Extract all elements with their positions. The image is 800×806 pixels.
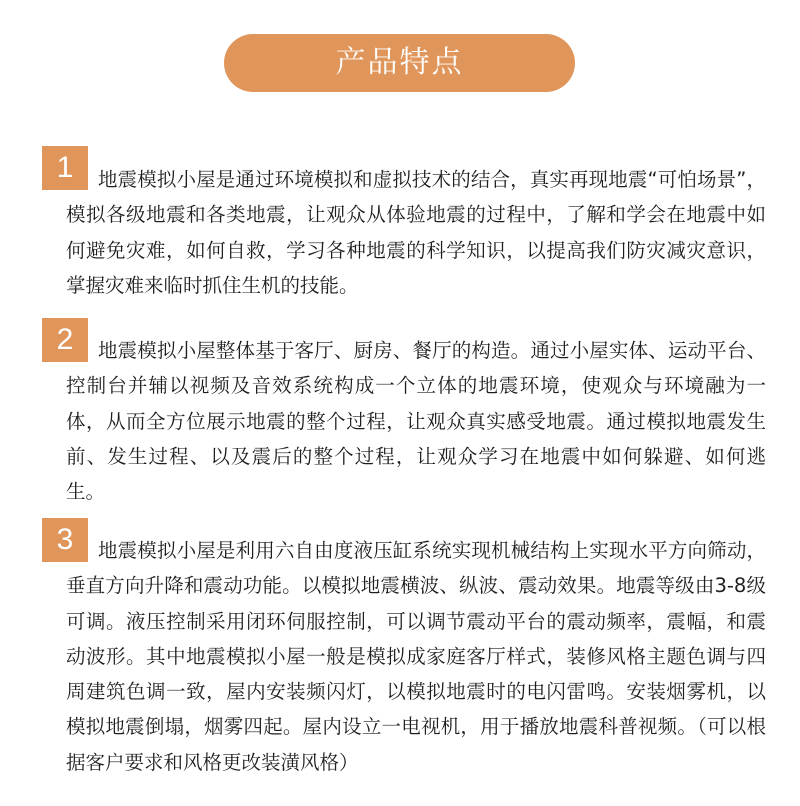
section-number-badge: 3 — [42, 518, 88, 562]
page-title: 产品特点 — [224, 34, 575, 92]
section-number-badge: 2 — [42, 318, 88, 362]
section-paragraph: 地震模拟小屋是利用六自由度液压缸系统实现机械结构上实现水平方向筛动，垂直方向升降和震动功能。以模拟地震横波、纵波、震动效果。地震等级由3-8级可调。液压控制采用闭环伺服控制，可以调节震动平台的震动频率，震幅，和震动波形。其中地震模拟小屋一般是模拟成家庭客厅样式，装修风格主题色调与四周建筑色调一致，屋内安装频闪灯，以模拟地震时的电闪雷鸣。安装烟雾机，以模拟地震倒塌，烟雾四起。屋内设立一电视机，用于播放地震科普视频。（可以根据客户要求和风格更改装潢风格） — [66, 539, 766, 774]
section-number-badge: 1 — [42, 146, 88, 190]
section-paragraph: 地震模拟小屋是通过环境模拟和虚拟技术的结合，真实再现地震“可怕场景”，模拟各级地震和各类地震，让观众从体验地震的过程中，了解和学会在地震中如何避免灾难，如何自救，学习各种地震的科学知识，以提高我们防灾减灾意识，掌握灾难来临时抓住生机的技能。 — [66, 168, 766, 297]
section-paragraph: 地震模拟小屋整体基于客厅、厨房、餐厅的构造。通过小屋实体、运动平台、控制台并辅以视频及音效系统构成一个立体的地震环境，使观众与环境融为一体，从而全方位展示地震的整个过程，让观众真实感受地震。通过模拟地震发生前、发生过程、以及震后的整个过程，让观众学习在地震中如何躲避、如何逃生。 — [66, 339, 766, 504]
